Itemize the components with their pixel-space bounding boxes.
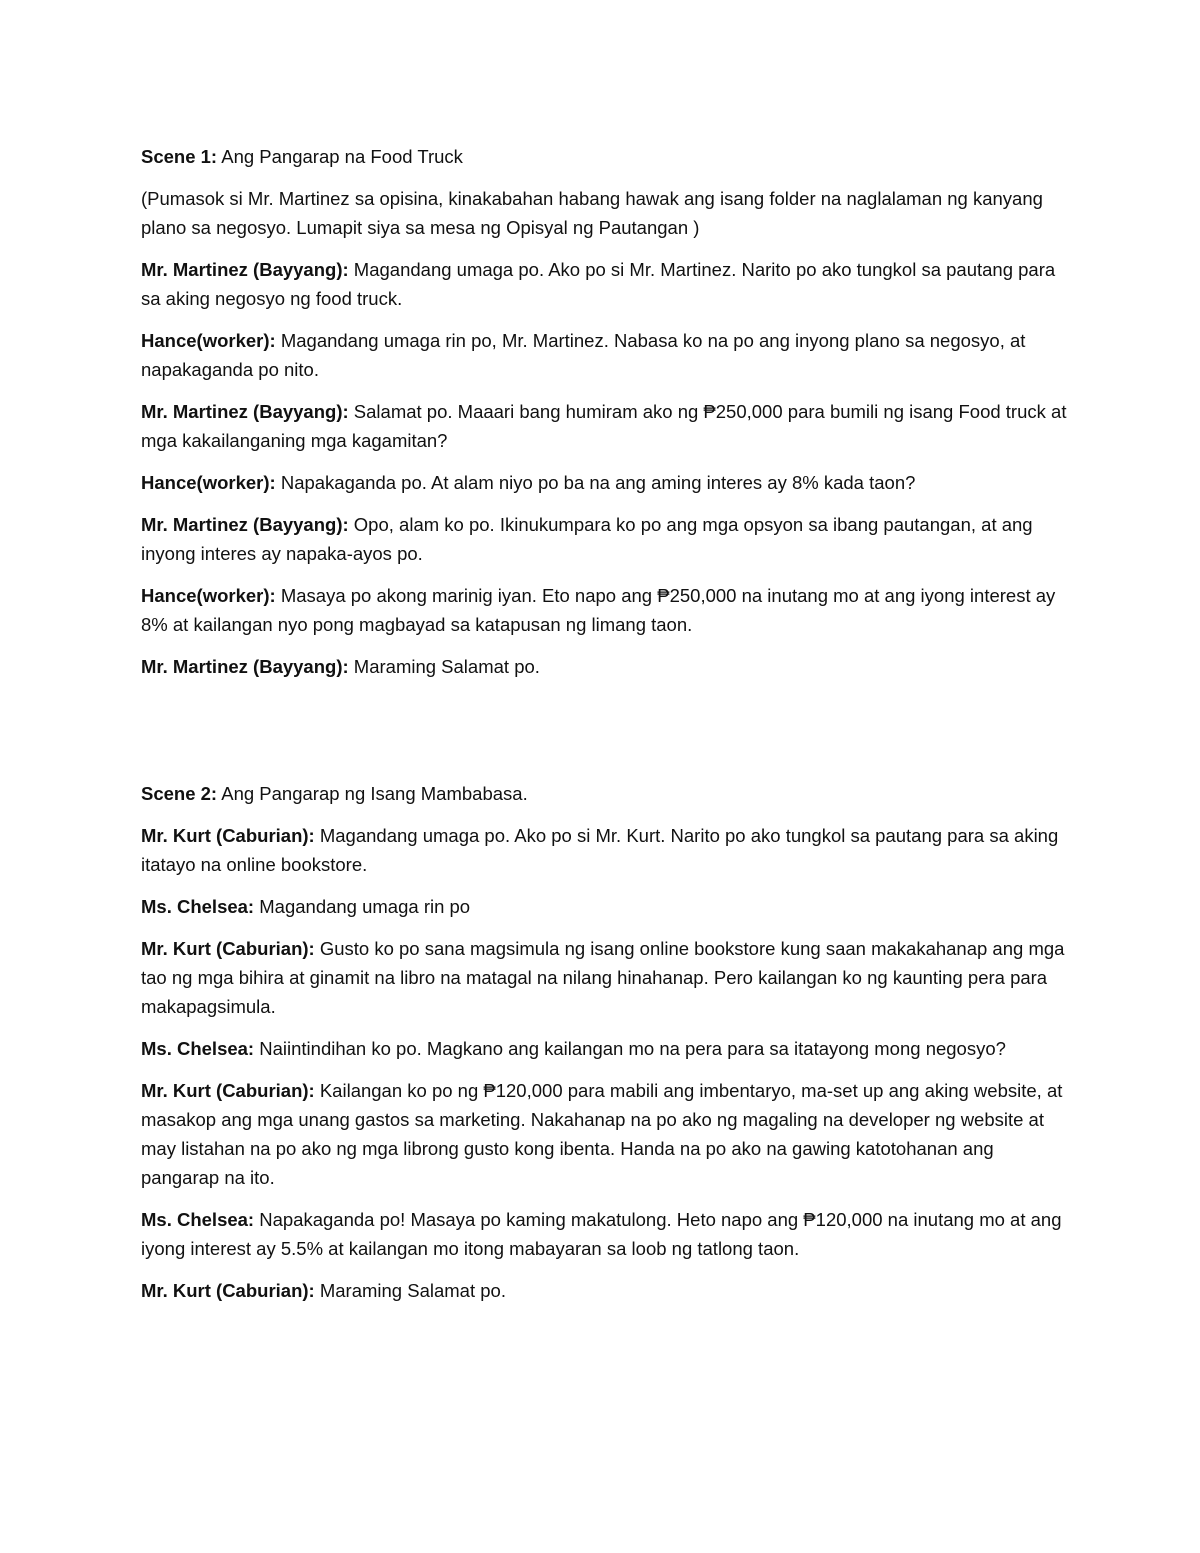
scene-1-heading — [141, 142, 1071, 171]
dialogue-line — [141, 1276, 1071, 1305]
dialogue-line — [141, 468, 1071, 497]
speaker-name: Ms. Chelsea: — [141, 896, 255, 917]
scene-label: Scene 1: — [141, 146, 218, 167]
speaker-name: Hance(worker): — [141, 472, 276, 493]
dialogue-text: Napakaganda po. At alam niyo po ba na ang aming interes ay 8% kada taon? — [275, 472, 916, 493]
dialogue-text: Naiintindihan ko po. Magkano ang kailangan mo na pera para sa itatayong mong negosyo? — [254, 1038, 1006, 1059]
scene-label: Scene 2: — [141, 783, 218, 804]
dialogue-text: Salamat po. Maaari bang humiram ako ng ₱250,000 para bumili ng isang Food truck at mga kakailanganing mga kagamitan? — [141, 401, 1067, 451]
speaker-name: Mr. Kurt (Caburian): — [141, 825, 315, 846]
dialogue-text: Maraming Salamat po. — [348, 656, 540, 677]
stage-direction: (Pumasok si Mr. Martinez sa opisina, kinakabahan habang hawak ang isang folder na naglalaman ng kanyang plano sa negosyo. Lumapit siya sa mesa ng Opisyal ng Pautangan ) — [141, 188, 1043, 238]
dialogue-text: Maraming Salamat po. — [314, 1280, 506, 1301]
dialogue-line — [141, 821, 1071, 879]
speaker-name: Ms. Chelsea: — [141, 1038, 255, 1059]
speaker-name: Mr. Kurt (Caburian): — [141, 1080, 315, 1101]
dialogue-text: Magandang umaga rin po — [254, 896, 471, 917]
speaker-name: Hance(worker): — [141, 585, 276, 606]
dialogue-text: Napakaganda po! Masaya po kaming makatulong. Heto napo ang ₱120,000 na inutang mo at ang iyong interest ay 5.5% at kailangan mo itong mabayaran sa loob ng tatlong taon. — [141, 1209, 1062, 1259]
dialogue-text: Kailangan ko po ng ₱120,000 para mabili ang imbentaryo, ma-set up ang aking website, at masakop ang mga unang gastos sa marketing. Nakahanap na po ako ng magaling na developer ng website at may listahan na po ako ng mga librong gusto kong ibenta. Handa na po ako na gawing katotohanan ang pangarap na ito. — [141, 1080, 1063, 1188]
dialogue-text: Masaya po akong marinig iyan. Eto napo ang ₱250,000 na inutang mo at ang iyong interest ay 8% at kailangan nyo pong magbayad sa katapusan ng limang taon. — [141, 585, 1056, 635]
dialogue-line — [141, 934, 1071, 1021]
document-body — [141, 142, 1071, 1318]
speaker-name: Hance(worker): — [141, 330, 276, 351]
scene-title: Ang Pangarap ng Isang Mambabasa. — [217, 783, 528, 804]
speaker-name: Mr. Martinez (Bayyang): — [141, 401, 349, 422]
dialogue-text: Opo, alam ko po. Ikinukumpara ko po ang mga opsyon sa ibang pautangan, at ang inyong interes ay napaka-ayos po. — [141, 514, 1033, 564]
dialogue-line — [141, 892, 1071, 921]
dialogue-text: Magandang umaga po. Ako po si Mr. Kurt. Narito po ako tungkol sa pautang para sa aking itatayo na online bookstore. — [141, 825, 1059, 875]
dialogue-line — [141, 326, 1071, 384]
dialogue-text: Magandang umaga po. Ako po si Mr. Martinez. Narito po ako tungkol sa pautang para sa aking negosyo ng food truck. — [141, 259, 1056, 309]
speaker-name: Mr. Kurt (Caburian): — [141, 938, 315, 959]
speaker-name: Mr. Kurt (Caburian): — [141, 1280, 315, 1301]
dialogue-line — [141, 1205, 1071, 1263]
dialogue-line — [141, 397, 1071, 455]
scene-2-heading — [141, 779, 1071, 808]
speaker-name: Ms. Chelsea: — [141, 1209, 255, 1230]
scene-spacer — [141, 694, 1071, 779]
dialogue-text: Gusto ko po sana magsimula ng isang online bookstore kung saan makakahanap ang mga tao ng mga bihira at ginamit na libro na matagal na nilang hinahanap. Pero kailangan ko ng kaunting pera para makapagsimula. — [141, 938, 1065, 1017]
dialogue-line — [141, 510, 1071, 568]
speaker-name: Mr. Martinez (Bayyang): — [141, 514, 349, 535]
dialogue-line — [141, 255, 1071, 313]
dialogue-text: Magandang umaga rin po, Mr. Martinez. Nabasa ko na po ang inyong plano sa negosyo, at napakaganda po nito. — [141, 330, 1026, 380]
speaker-name: Mr. Martinez (Bayyang): — [141, 259, 349, 280]
dialogue-line — [141, 581, 1071, 639]
dialogue-line — [141, 1034, 1071, 1063]
speaker-name: Mr. Martinez (Bayyang): — [141, 656, 349, 677]
dialogue-line — [141, 1076, 1071, 1192]
scene-title: Ang Pangarap na Food Truck — [217, 146, 463, 167]
dialogue-line — [141, 652, 1071, 681]
